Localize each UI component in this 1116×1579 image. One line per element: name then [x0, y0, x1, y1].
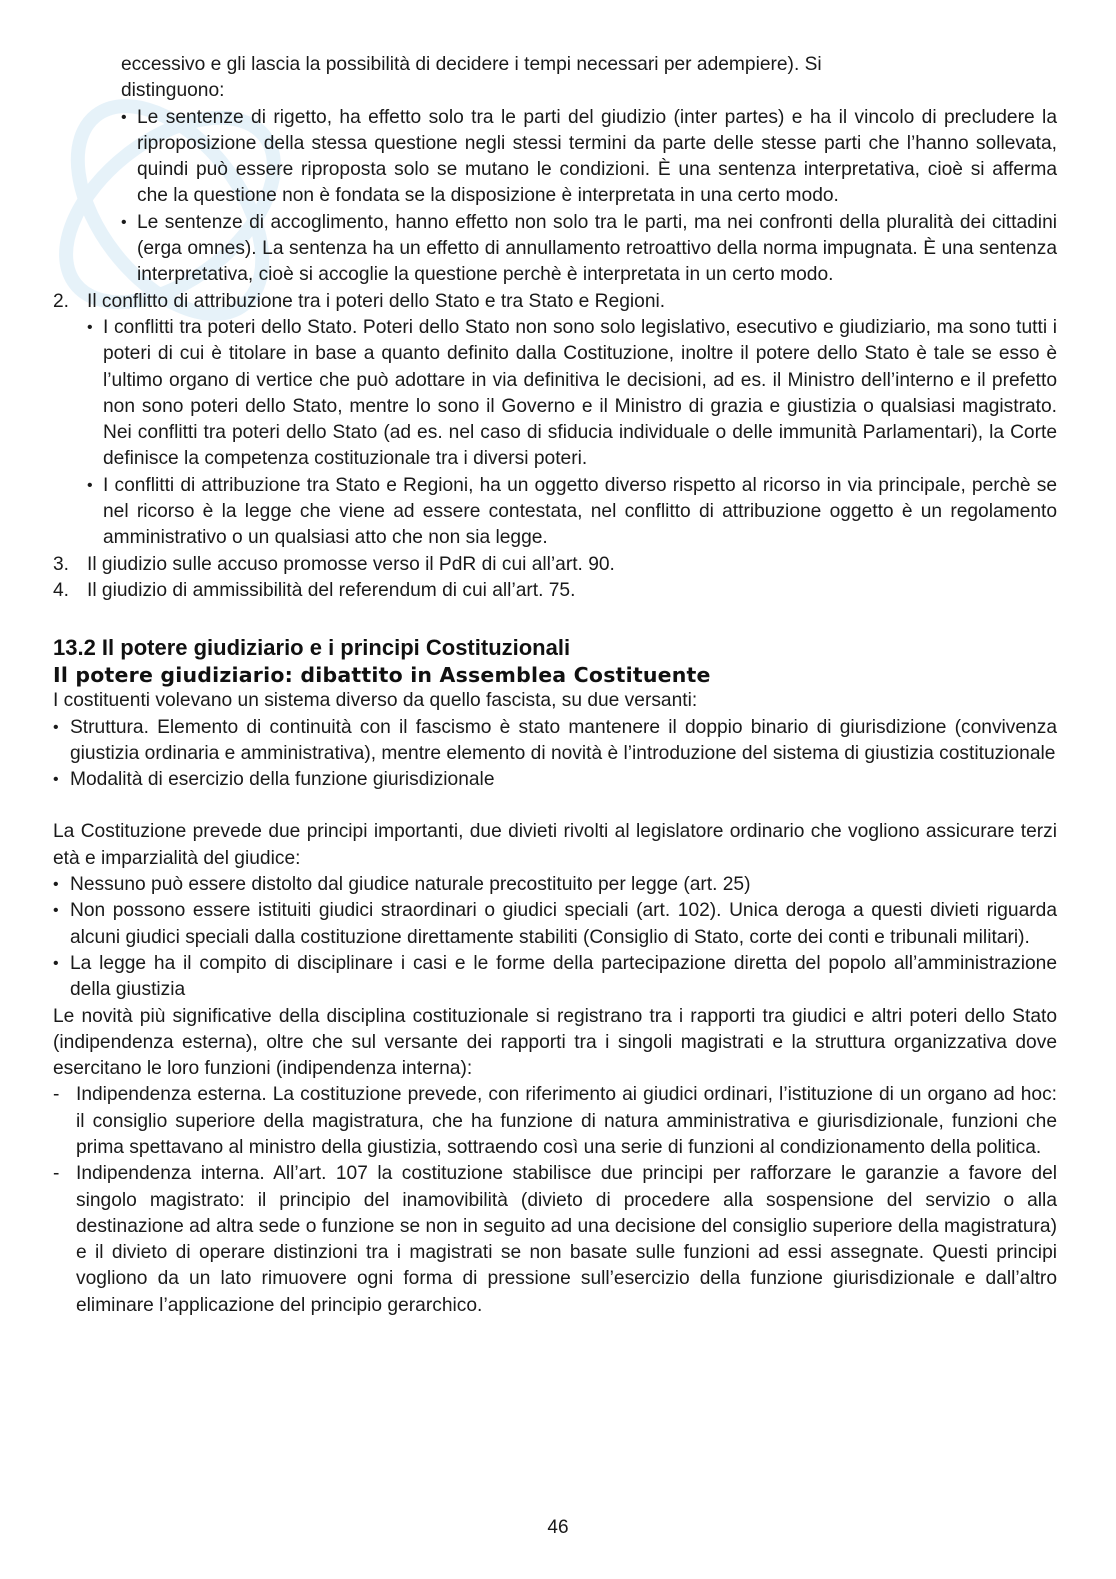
numbered-item-text: Il conflitto di attribuzione tra i poteri dello Stato e tra Stato e Regioni.	[87, 290, 666, 312]
list-item	[53, 105, 1057, 210]
paragraph: La Costituzione prevede due principi importanti, due divieti rivolti al legislatore ordinario che vogliono assicurare terzi età e imparzialità del giudice:	[53, 821, 1057, 869]
list-item-text: Nessuno può essere distolto dal giudice naturale precostituito per legge (art. 25)	[70, 874, 751, 896]
bullet-marker: •	[87, 318, 93, 336]
list-item-text: Struttura. Elemento di continuità con il fascismo è stato mantenere il doppio binario di giurisdizione (convivenza giustizia ordinaria e amministrativa), mentre elemento di novità è l’introduzione del sistema di giustizia costituzionale	[70, 716, 1057, 764]
list-item	[53, 1082, 1057, 1161]
list-item-text: I conflitti di attribuzione tra Stato e Regioni, ha un oggetto diverso rispetto al ricorso in via principale, perchè se nel ricorso è la legge che viene ad essere contestata, nel conflitto di attribuzione oggetto è un regolamento amministrativo o un qualsiasi atto che non sia legge.	[103, 474, 1057, 549]
list-item-text: Modalità di esercizio della funzione giurisdizionale	[70, 769, 495, 791]
list-item	[53, 898, 1057, 951]
list-item-text: Le sentenze di accoglimento, hanno effetto non solo tra le parti, ma nei confronti della pluralità dei cittadini (erga omnes). La sentenza ha un effetto di annullamento retroattivo della norma impugnata. È una sentenza interpretativa, cioè si accoglie la questione perchè è interpretata in un certo modo.	[137, 211, 1057, 286]
list-item	[53, 715, 1057, 768]
document-page	[53, 52, 1057, 1319]
continuation-line: distinguono:	[121, 80, 225, 102]
item-number: 4.	[53, 579, 70, 601]
continuation-line: eccessivo e gli lascia la possibilità di decidere i tempi necessari per adempiere). Si	[121, 54, 822, 75]
numbered-item	[53, 578, 1057, 604]
list-item-text: Le sentenze di rigetto, ha effetto solo tra le parti del giudizio (inter partes) e ha il vincolo di precludere la riproposizione della stessa questione negli stessi termini da parte delle stesse parti che l’hanno sollevata, quindi può essere riproposta solo se mutano le condizioni. È una sentenza interpretativa, cioè si afferma che la questione non è fondata se la disposizione è interpretata in una certo modo.	[137, 106, 1057, 207]
list-item	[53, 767, 1057, 793]
list-item-text: I conflitti tra poteri dello Stato. Poteri dello Stato non sono solo legislativo, esecutivo e giudiziario, ma sono tutti i poteri di cui è titolare in base a quanto definito dalla Costituzione, inoltre il potere dello Stato è tale se esso è l’ultimo organo di vertice che può adottare in via definitiva le decisioni, ad es. il Ministro dell’interno e il prefetto non sono poteri dello Stato, mentre lo sono il Governo e il Ministro di grazia e giustizia o qualsiasi magistrato. Nei conflitti tra poteri dello Stato (ad es. nel caso di sfiducia individuale o delle immunità Parlamentari), la Corte definisce la competenza costituzionale tra i diversi poteri.	[103, 316, 1057, 470]
section-subtitle: Il potere giudiziario: dibattito in Assemblea Costituente	[53, 663, 711, 688]
paragraph: I costituenti volevano un sistema diverso da quello fascista, su due versanti:	[53, 690, 698, 712]
dash-marker: -	[53, 1084, 60, 1106]
bullet-marker: •	[53, 876, 59, 894]
list-item-text: Non possono essere istituiti giudici straordinari o giudici speciali (art. 102). Unica deroga a questi divieti riguarda alcuni giudici speciali dalla costituzione direttamente stabiliti (Consiglio di Stato, corte dei conti e tribunali militari).	[70, 900, 1057, 948]
list-item-text: La legge ha il compito di disciplinare i casi e le forme della partecipazione diretta del popolo all’amministrazione della giustizia	[70, 952, 1057, 1001]
section-title: 13.2 Il potere giudiziario e i principi Costituzionali	[53, 635, 571, 661]
numbered-item-text: Il giudizio di ammissibilità del referendum di cui all’art. 75.	[87, 579, 576, 601]
bullet-marker: •	[87, 476, 93, 494]
bullet-marker: •	[53, 954, 59, 972]
numbered-item	[53, 289, 1057, 315]
item-number: 3.	[53, 553, 70, 575]
list-item-text: Indipendenza esterna. La costituzione prevede, con riferimento ai giudici ordinari, l’istituzione di un organo ad hoc: il consiglio superiore della magistratura, che ha funzione di natura amministrativa e giurisdizionale, funzioni che prima spettavano al ministro della giustizia, sottraendo così una serie di funzioni al condizionamento della politica.	[76, 1084, 1057, 1158]
numbered-item	[53, 552, 1057, 578]
bullet-marker: •	[53, 902, 59, 920]
item-number: 2.	[53, 290, 70, 312]
page-number: 46	[547, 1517, 569, 1538]
dash-marker: -	[53, 1163, 60, 1185]
list-item-text: Indipendenza interna. All’art. 107 la costituzione stabilisce due principi per rafforzare le garanzie a favore del singolo magistrato: il principio del inamovibilità (divieto di procedere alla sospensione del servizio o alla destinazione ad altra sede o funzione se non in seguito ad una decisione del consiglio superiore della magistratura) e il divieto di operare distinzioni tra i magistrati se non basate sulle funzioni ad essi assegnate. Questi principi vogliono da un lato rimuovere ogni forma di pressione sull’esercizio della funzione giurisdizionale e dall’altro eliminare l’applicazione del principio gerarchico.	[76, 1163, 1057, 1316]
bullet-marker: •	[53, 771, 59, 789]
bullet-marker: •	[53, 718, 59, 736]
bullet-marker: •	[121, 213, 127, 231]
numbered-item-text: Il giudizio sulle accuso promosse verso il PdR di cui all’art. 90.	[87, 553, 615, 575]
list-item	[53, 473, 1057, 552]
list-item	[53, 1161, 1057, 1319]
bullet-marker: •	[121, 108, 127, 126]
list-item	[53, 210, 1057, 289]
list-item	[53, 315, 1057, 473]
list-item	[53, 872, 1057, 898]
list-item	[53, 951, 1057, 1004]
paragraph: Le novità più significative della disciplina costituzionale si registrano tra i rapporti tra giudici e altri poteri dello Stato (indipendenza esterna), oltre che sul versante dei rapporti tra i singoli magistrati e la struttura organizzativa dove esercitano le loro funzioni (indipendenza interna):	[53, 1005, 1057, 1080]
